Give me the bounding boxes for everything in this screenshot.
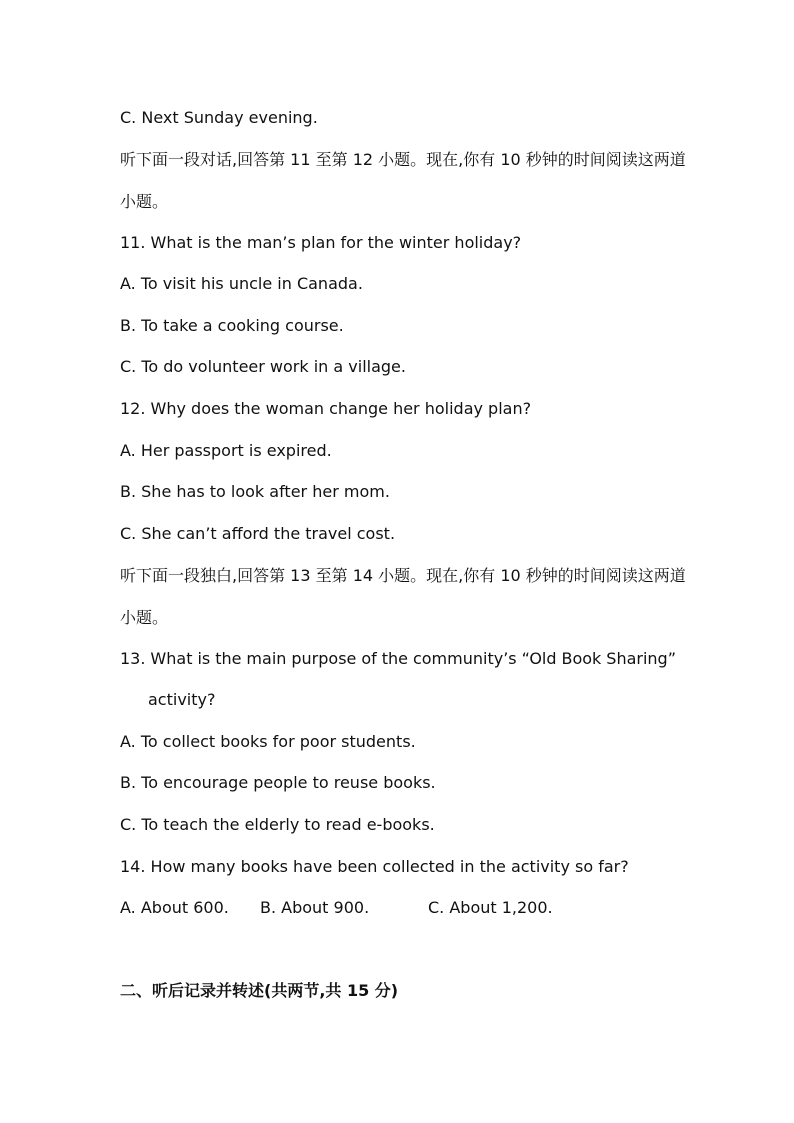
question-13 [120,649,676,669]
option-12b: B. She has to look after her mom. [120,482,390,501]
instruction-13-14-cont: 小题。 [120,608,169,627]
option-11b: B. To take a cooking course. [120,316,344,335]
option-13a: A. To collect books for poor students. [120,732,416,751]
instruction-11-12-cont: 小题。 [120,192,169,211]
option-11c: C. To do volunteer work in a village. [120,357,406,376]
section-2-heading: 二、听后记录并转述(共两节,共 15 分) [120,981,399,1000]
question-11: 11. What is the man’s plan for the winter holiday? [120,233,522,252]
q13-word: main [246,649,287,668]
question-14: 14. How many books have been collected in the activity so far? [120,857,629,876]
option-14c: C. About 1,200. [428,898,553,917]
q13-word: the [215,649,242,668]
q13-word: is [197,649,211,668]
option-13c: C. To teach the elderly to read e-books. [120,815,435,834]
option-12c: C. She can’t afford the travel cost. [120,524,396,543]
q13-word: the [381,649,408,668]
option-11a: A. To visit his uncle in Canada. [120,274,363,293]
q13-word: 13. [120,649,146,668]
instruction-13-14: 听下面一段独白,回答第 13 至第 14 小题。现在,你有 10 秒钟的时间阅读这两道 [120,566,686,585]
q13-word: purpose [291,649,357,668]
option-14b: B. About 900. [260,898,370,917]
question-14-options [120,898,680,918]
question-12: 12. Why does the woman change her holiday plan? [120,399,532,418]
q13-word: “Old [521,649,557,668]
q13-word: community’s [412,649,517,668]
q13-word: What [150,649,193,668]
instruction-11-12: 听下面一段对话,回答第 11 至第 12 小题。现在,你有 10 秒钟的时间阅读这两道 [120,150,686,169]
question-13-cont: activity? [148,690,216,709]
q13-word: of [361,649,377,668]
q13-word: Sharing” [606,649,676,668]
option-12a: A. Her passport is expired. [120,441,332,460]
q13-word: Book [561,649,602,668]
option-13b: B. To encourage people to reuse books. [120,773,436,792]
option-10c: C. Next Sunday evening. [120,108,318,127]
option-14a: A. About 600. [120,898,229,917]
